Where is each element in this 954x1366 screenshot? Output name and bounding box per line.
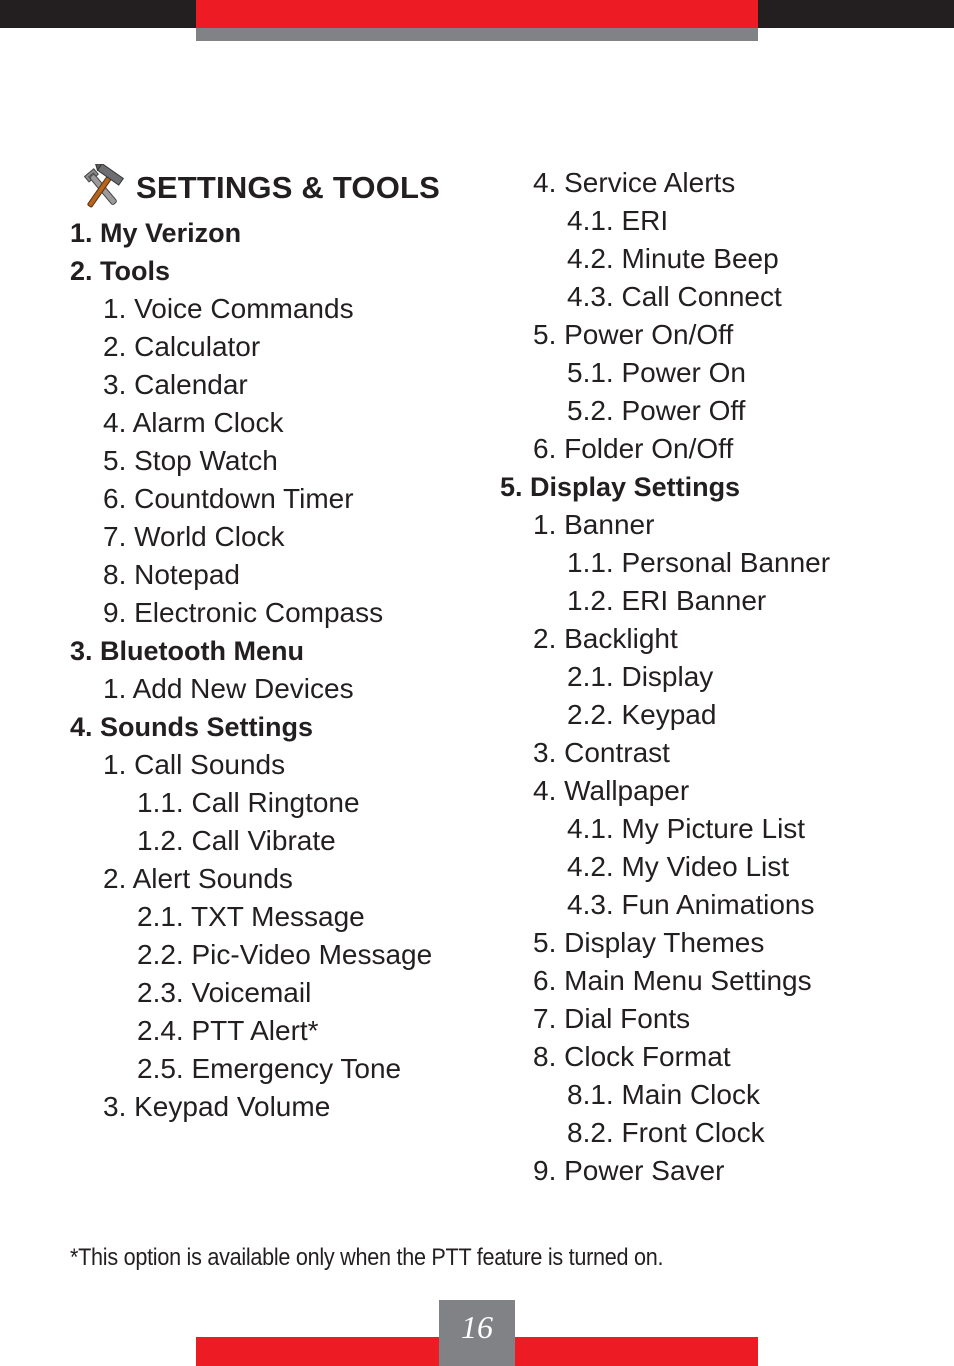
right-column [500, 164, 940, 1190]
menu-item: 4. Service Alerts [533, 167, 736, 198]
menu-item: 7. Dial Fonts [533, 1003, 691, 1034]
menu-item: 5.2. Power Off [567, 395, 746, 426]
menu-item: 4.1. ERI [567, 205, 669, 236]
section-header [70, 162, 490, 214]
menu-item: 6. Main Menu Settings [533, 965, 812, 996]
menu-item: 3. Calendar [103, 369, 248, 400]
menu-item: 1. Call Sounds [103, 749, 286, 780]
menu-item: 2.1. TXT Message [137, 901, 365, 932]
menu-heading: 5. Display Settings [500, 472, 741, 502]
menu-item: 4. Wallpaper [533, 775, 690, 806]
menu-item: 2.5. Emergency Tone [137, 1053, 402, 1084]
menu-item: 1. Voice Commands [103, 293, 354, 324]
menu-item: 4.3. Fun Animations [567, 889, 815, 920]
menu-item: 8. Clock Format [533, 1041, 731, 1072]
menu-item: 3. Contrast [533, 737, 670, 768]
menu-item: 1. Add New Devices [103, 673, 354, 704]
menu-item: 5. Power On/Off [533, 319, 734, 350]
menu-item: 2.4. PTT Alert* [137, 1015, 319, 1046]
menu-item: 1.1. Personal Banner [567, 547, 831, 578]
hammer-wrench-icon [74, 164, 130, 212]
menu-item: 4.1. My Picture List [567, 813, 806, 844]
menu-item: 6. Folder On/Off [533, 433, 734, 464]
menu-item: 2.1. Display [567, 661, 714, 692]
menu-item: 5. Display Themes [533, 927, 765, 958]
menu-item: 8. Notepad [103, 559, 240, 590]
menu-item: 2.2. Keypad [567, 699, 717, 730]
menu-heading: 4. Sounds Settings [70, 712, 314, 742]
menu-item: 1. Banner [533, 509, 655, 540]
menu-item: 6. Countdown Timer [103, 483, 354, 514]
right-menu-list [500, 164, 940, 1190]
menu-item: 2. Alert Sounds [103, 863, 293, 894]
menu-item: 2.2. Pic-Video Message [137, 939, 433, 970]
left-menu-list [70, 214, 490, 1126]
footnote: *This option is available only when the PTT feature is turned on. [70, 1244, 664, 1271]
menu-item: 4.2. My Video List [567, 851, 790, 882]
menu-item: 2. Backlight [533, 623, 678, 654]
menu-item: 1.2. ERI Banner [567, 585, 767, 616]
left-column [70, 162, 490, 1126]
menu-item: 2. Calculator [103, 331, 261, 362]
section-title: SETTINGS & TOOLS [136, 170, 441, 205]
top-bar-gray [196, 28, 758, 41]
menu-item: 5. Stop Watch [103, 445, 278, 476]
menu-item: 5.1. Power On [567, 357, 746, 388]
menu-item: 4.2. Minute Beep [567, 243, 779, 274]
menu-item: 9. Power Saver [533, 1155, 725, 1186]
menu-item: 8.2. Front Clock [567, 1117, 765, 1148]
menu-heading: 1. My Verizon [70, 218, 242, 248]
menu-item: 1.2. Call Vibrate [137, 825, 336, 856]
menu-item: 8.1. Main Clock [567, 1079, 760, 1110]
page-number: 16 [439, 1300, 515, 1366]
menu-item: 3. Keypad Volume [103, 1091, 331, 1122]
menu-heading: 2. Tools [70, 256, 171, 286]
top-bar-red [196, 0, 758, 28]
menu-item: 1.1. Call Ringtone [137, 787, 360, 818]
menu-item: 7. World Clock [103, 521, 285, 552]
menu-heading: 3. Bluetooth Menu [70, 636, 304, 666]
menu-item: 9. Electronic Compass [103, 597, 384, 628]
menu-item: 4.3. Call Connect [567, 281, 782, 312]
menu-item: 2.3. Voicemail [137, 977, 312, 1008]
menu-item: 4. Alarm Clock [103, 407, 284, 438]
